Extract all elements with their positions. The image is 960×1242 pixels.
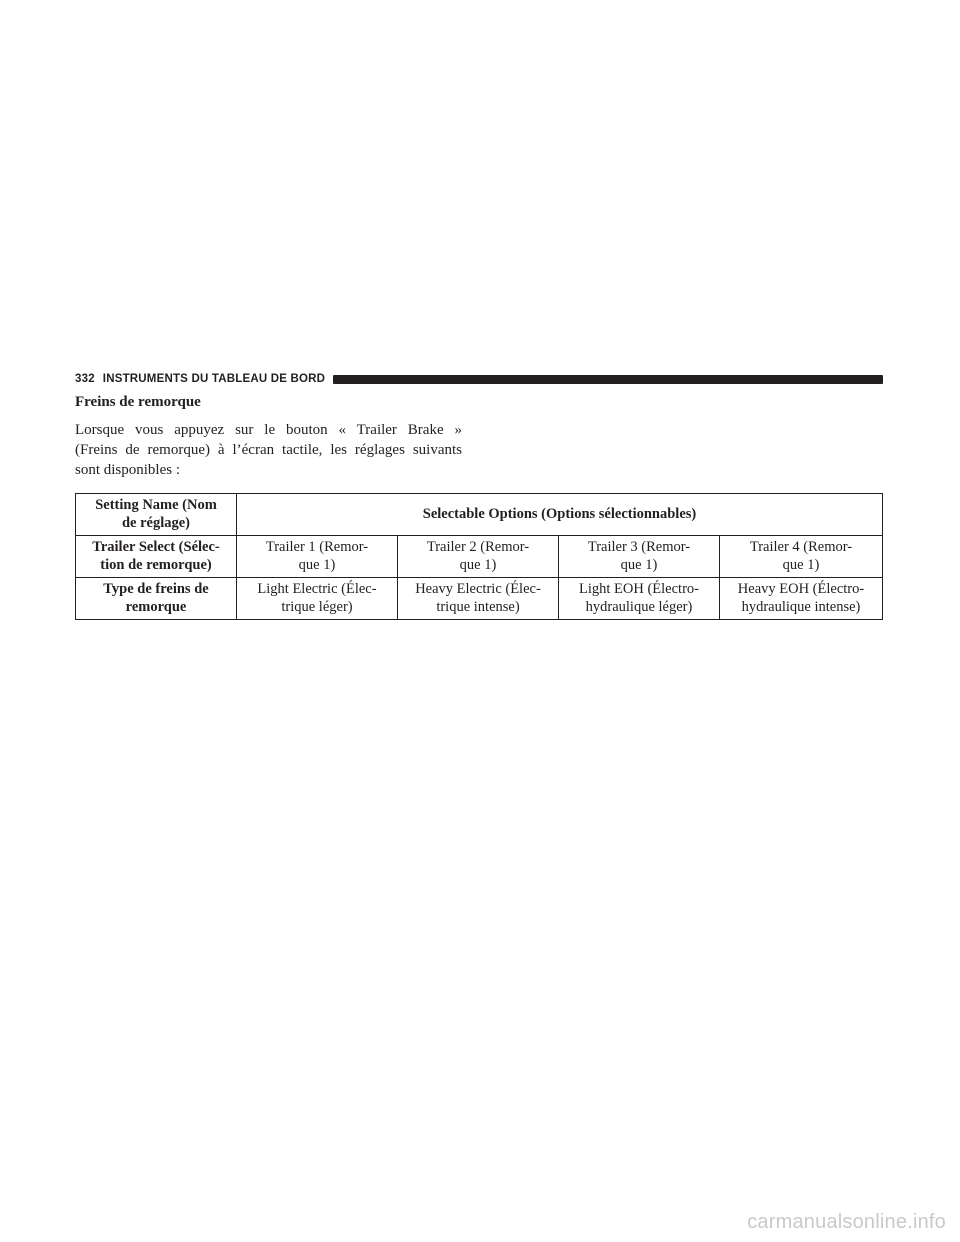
cell-line: trique léger): [281, 599, 353, 615]
header-rule: [333, 375, 883, 384]
cell-line: Heavy EOH (Électro-: [737, 581, 865, 597]
option-cell: [720, 536, 883, 578]
paragraph-line: Lorsque vous appuyez sur le bouton « Trailer Brake »: [75, 422, 462, 438]
paragraph-line: sont disponibles :: [75, 462, 181, 478]
cell-line: Type de freins de: [103, 581, 209, 597]
page-number: 332: [75, 373, 95, 385]
cell-line: Trailer 2 (Remor-: [426, 539, 530, 555]
page-header: [75, 371, 883, 387]
cell-line: que 1): [782, 557, 820, 573]
cell-line: hydraulique intense): [741, 599, 861, 615]
table-row: [76, 578, 883, 620]
option-cell: [237, 536, 398, 578]
intro-paragraph: [75, 420, 462, 480]
cell-line: Selectable Options (Options sélectionnables): [422, 506, 697, 522]
cell-line: Heavy Electric (Élec-: [415, 581, 541, 597]
cell-line: de réglage): [121, 515, 191, 531]
cell-line: trique intense): [436, 599, 520, 615]
cell-line: que 1): [459, 557, 497, 573]
option-cell: [559, 536, 720, 578]
cell-line: Setting Name (Nom: [95, 497, 217, 513]
paragraph-line: (Freins de remorque) à l’écran tactile, les réglages suivants: [75, 442, 462, 458]
cell-line: que 1): [620, 557, 658, 573]
header-selectable-options: [237, 494, 883, 536]
running-title: INSTRUMENTS DU TABLEAU DE BORD: [102, 373, 326, 385]
cell-line: tion de remorque): [100, 557, 212, 573]
option-cell: [559, 578, 720, 620]
option-cell: [720, 578, 883, 620]
option-cell: [237, 578, 398, 620]
option-cell: [398, 536, 559, 578]
section-title: Freins de remorque: [75, 394, 201, 410]
cell-line: Trailer 4 (Remor-: [749, 539, 853, 555]
trailer-brake-settings-table: [75, 493, 883, 620]
cell-line: Trailer 1 (Remor-: [265, 539, 369, 555]
cell-line: Trailer 3 (Remor-: [587, 539, 691, 555]
cell-line: Light EOH (Électro-: [579, 581, 699, 597]
watermark: carmanualsonline.info: [747, 1211, 946, 1233]
cell-line: que 1): [298, 557, 336, 573]
cell-line: hydraulique léger): [585, 599, 693, 615]
cell-line: Trailer Select (Sélec-: [92, 539, 220, 555]
header-setting-name: [76, 494, 237, 536]
row-name-cell: [76, 536, 237, 578]
row-name-cell: [76, 578, 237, 620]
cell-line: remorque: [125, 599, 187, 615]
cell-line: Light Electric (Élec-: [257, 581, 377, 597]
table-row: [76, 536, 883, 578]
option-cell: [398, 578, 559, 620]
table-header-row: [76, 494, 883, 536]
